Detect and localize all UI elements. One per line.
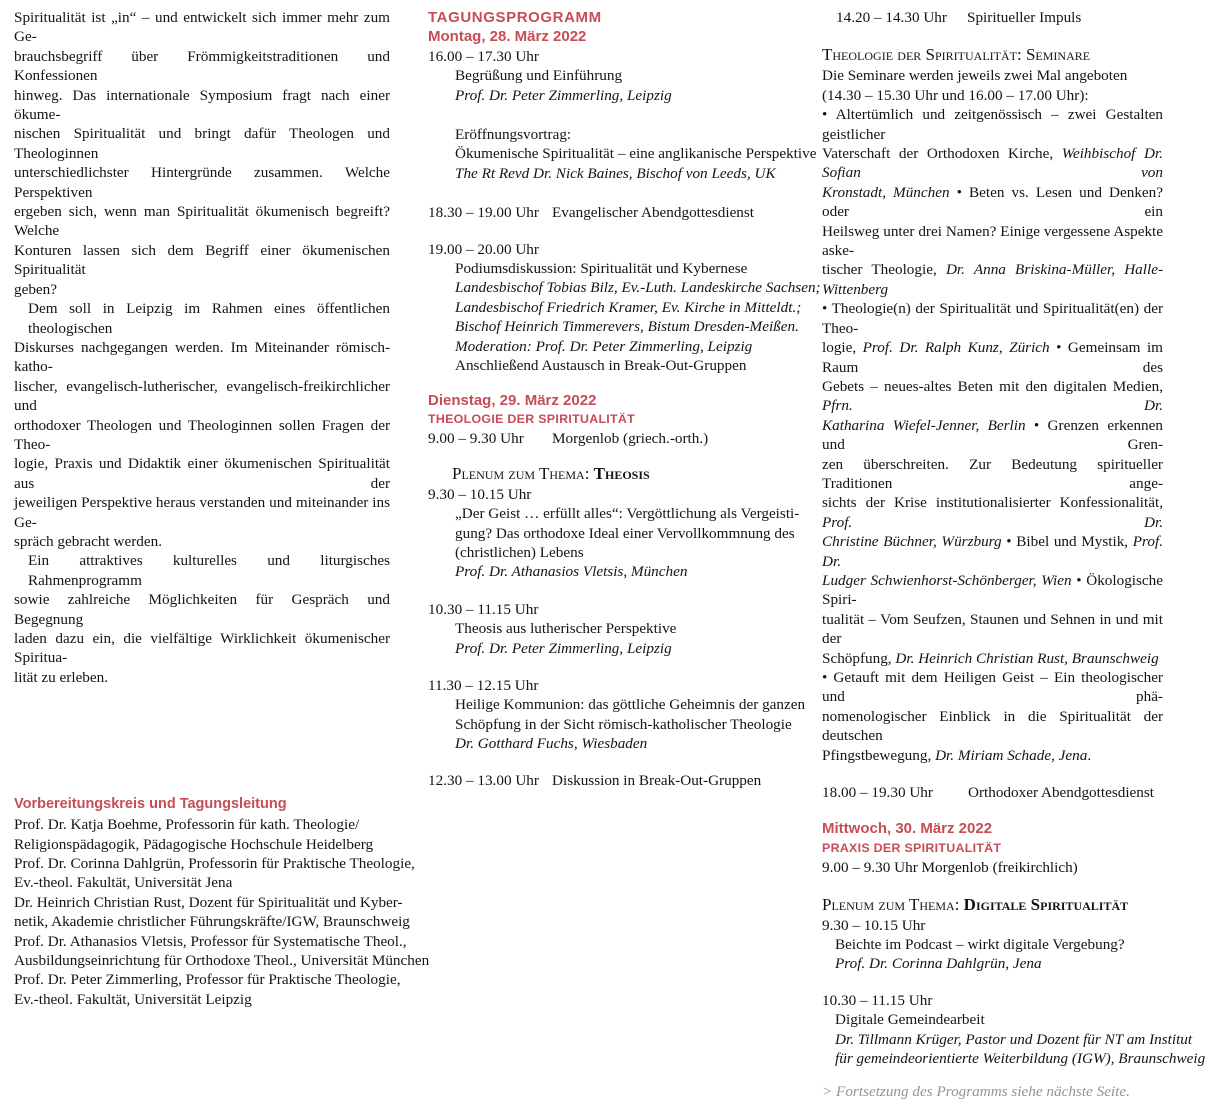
session-speaker: Prof. Dr. Peter Zimmerling, Leipzig [455, 86, 672, 104]
text-run: Gebets – neues-altes Beten mit den digitalen Medien, [822, 377, 1163, 395]
committee-member-line: Religionspädagogik, Pädagogische Hochschule Heidelberg [14, 835, 374, 853]
paragraph-line [14, 47, 390, 86]
text-run: Diskurses nachgegangen werden. Im Miteinander römisch-katho- [14, 338, 390, 376]
session-time: 14.20 – 14.30 Uhr [836, 9, 947, 26]
session-title: Heilige Kommunion: das göttliche Geheimnis der ganzen [455, 696, 806, 714]
text-run: • Ökologische Spiri- [822, 571, 1163, 609]
session-title: Anschließend Austausch in Break-Out-Gruppen [455, 357, 747, 375]
day-theme-heading: PRAXIS DER SPIRITUALITÄT [822, 840, 1002, 855]
text-run: . [1087, 746, 1092, 764]
intro-paragraphs [14, 8, 390, 687]
plenum-heading [822, 894, 1163, 916]
paragraph-line [822, 260, 1163, 299]
paragraph-line [14, 532, 390, 551]
session-title: Eröffnungsvortrag: [455, 126, 572, 144]
paragraph-line [14, 454, 390, 493]
plenum-heading-label: Plenum zum Thema: [822, 894, 964, 914]
session-time: 19.00 – 20.00 Uhr [428, 240, 539, 258]
speaker-name: Ludger Schwienhorst-Schönberger, Wien [822, 571, 1072, 589]
paragraph-line [14, 338, 390, 377]
session-row [822, 8, 1163, 27]
spacer [428, 658, 788, 676]
continuation-note: > Fortsetzung des Programms siehe nächste Seite. [822, 1082, 1130, 1100]
spacer [822, 802, 1163, 819]
paragraph-line [14, 493, 390, 532]
paragraph-line [822, 144, 1163, 183]
paragraph-line [14, 377, 390, 416]
intro-paragraph [14, 551, 390, 687]
session-label: Diskussion in Break-Out-Gruppen [552, 771, 762, 789]
committee-member-line: Ev.-theol. Fakultät, Universität Jena [14, 874, 233, 892]
text-run: hinweg. Das internationale Symposium fragt nach einer ökume- [14, 86, 390, 124]
day-heading: Dienstag, 29. März 2022 [428, 391, 597, 409]
paragraph-line [822, 416, 1163, 455]
paragraph-line [14, 241, 390, 280]
session-label: Morgenlob (griech.-orth.) [552, 430, 709, 448]
paragraph-line [822, 668, 1163, 707]
paragraph-line [14, 280, 390, 299]
session-speaker: Bischof Heinrich Timmerevers, Bistum Dresden-Meißen. [455, 318, 799, 336]
text-run: Vaterschaft der Orthodoxen Kirche, [822, 145, 1062, 163]
seminar-paragraph [822, 668, 1163, 765]
session-speaker: Dr. Tillmann Krüger, Pastor und Dozent für NT am Institut [835, 1030, 1193, 1048]
paragraph-line [822, 532, 1163, 571]
text-run: Heilsweg unter drei Namen? Einige vergessene Aspekte aske- [822, 222, 1163, 260]
plenum-heading-label: Plenum zum Thema: [452, 463, 594, 483]
session-row [428, 771, 788, 790]
session-title: „Der Geist … erfüllt alles“: Vergöttlichung als Vergeisti- [455, 505, 800, 523]
paragraph-line [14, 668, 390, 687]
spacer [428, 376, 788, 391]
paragraph-line [14, 551, 390, 590]
session-time: 10.30 – 11.15 Uhr [822, 991, 933, 1009]
session-speaker: Prof. Dr. Corinna Dahlgrün, Jena [835, 955, 1042, 973]
text-run: geben? [14, 280, 58, 298]
spacer [428, 183, 788, 203]
session-time: 16.00 – 17.30 Uhr [428, 47, 539, 65]
plenum-heading-topic: Digitale Spiritualität [963, 894, 1129, 914]
text-run: Ein attraktives kulturelles und liturgisches Rahmenprogramm [28, 552, 390, 589]
intro-column [14, 8, 430, 1009]
committee-member-line: Dr. Heinrich Christian Rust, Dozent für Spiritualität und Kyber- [14, 893, 403, 911]
intro-paragraph [14, 299, 390, 551]
text-run: tischer Theologie, [822, 261, 946, 279]
committee-section [14, 793, 430, 1009]
session-title: Theosis aus lutherischer Perspektive [455, 620, 677, 638]
paragraph-line [822, 183, 1163, 222]
text-run: Schöpfung, [822, 649, 896, 667]
text-run: Pfingstbewegung, [822, 746, 936, 764]
paragraph-line [14, 299, 390, 338]
plenum-heading [822, 44, 1163, 66]
spacer [822, 765, 1163, 783]
text-run: jeweiligen Perspektive heraus verstanden und miteinander ins Ge- [14, 494, 390, 531]
session-label: Evangelischer Abendgottesdienst [552, 204, 755, 222]
text-run: nischen Spiritualität und bringt dafür Theologen und Theologinnen [14, 125, 390, 162]
day-heading: Montag, 28. März 2022 [428, 28, 587, 46]
text-run: Dem soll in Leipzig im Rahmen eines öffentlichen theologischen [28, 300, 390, 337]
spacer [428, 449, 788, 463]
text-run: tualität – Vom Seufzen, Staunen und Sehnen in und mit der [822, 610, 1163, 648]
paragraph-line [822, 649, 1163, 668]
seminar-paragraph [822, 105, 1163, 668]
committee-member-line: Prof. Dr. Peter Zimmerling, Professor für Praktische Theologie, [14, 971, 401, 989]
intro-paragraph [14, 8, 390, 299]
paragraph-line [822, 299, 1163, 338]
paragraph-line [14, 8, 390, 47]
paragraph-line [822, 707, 1163, 746]
speaker-name: Weihbischof Dr. Sofian von [822, 145, 1163, 182]
session-title: Ökumenische Spiritualität – eine anglikanische Perspektive [455, 145, 817, 163]
session-speaker: Moderation: Prof. Dr. Peter Zimmerling, Leipzig [455, 337, 753, 355]
text-run: brauchsbegriff über Frömmigkeitstraditionen und Konfessionen [14, 47, 390, 85]
text-run: logie, Praxis und Didaktik einer ökumenischen Spiritualität aus der [14, 455, 390, 492]
committee-member-line: netik, Akademie christlicher Führungskräfte/IGW, Braunschweig [14, 913, 410, 931]
session-speaker: Landesbischof Tobias Bilz, Ev.-Luth. Landeskirche Sachsen; [455, 279, 821, 297]
spacer [428, 223, 788, 240]
committee-member-line: Prof. Dr. Corinna Dahlgrün, Professorin für Praktische Theologie, [14, 855, 415, 873]
committee-member-line: Prof. Dr. Katja Boehme, Professorin für kath. Theologie/ [14, 816, 360, 834]
session-title: Digitale Gemeindearbeit [835, 1011, 985, 1029]
plenum-heading-label: Theologie der Spiritualität: Seminare [822, 45, 1091, 65]
text-run: logie, [822, 339, 863, 357]
text-run: • Getauft mit dem Heiligen Geist – Ein theologischer und phä- [822, 669, 1163, 706]
speaker-name: Dr. Miriam Schade, Jena [935, 746, 1088, 764]
plenum-heading-topic: Theosis [593, 463, 650, 483]
spacer [822, 878, 1163, 894]
text-run: • Grenzen erkennen und Gren- [822, 416, 1163, 454]
paragraph-line [822, 338, 1163, 377]
session-label: Spiritueller Impuls [967, 9, 1082, 26]
paragraph-line [822, 746, 1163, 765]
text-line: (14.30 – 15.30 Uhr und 16.00 – 17.00 Uhr): [822, 86, 1089, 104]
session-label: Orthodoxer Abendgottesdienst [968, 784, 1155, 802]
text-run: lität zu erleben. [14, 668, 109, 686]
paragraph-line [822, 105, 1163, 144]
spacer [822, 974, 1163, 991]
text-run: Spiritualität ist „in“ – und entwickelt sich immer mehr zum Ge- [14, 9, 390, 46]
text-run: • Gemeinsam im Raum des [822, 339, 1163, 376]
text-run: ergeben sich, wenn man Spiritualität ökumenisch begreift? Welche [14, 203, 390, 240]
paragraph-line [14, 629, 390, 668]
spacer [428, 105, 788, 125]
text-run: sichts der Krise institutionalisierter Konfessionalität, [822, 494, 1163, 512]
text-run: zen überschreiten. Zur Bedeutung spiritueller Traditionen ange- [822, 455, 1163, 492]
paragraph-line [14, 590, 390, 629]
paragraph-line [822, 222, 1163, 261]
spacer [822, 27, 1163, 44]
committee-member-line: Ausbildungseinrichtung für Orthodoxe Theol., Universität München [14, 952, 430, 970]
session-speaker: Dr. Gotthard Fuchs, Wiesbaden [455, 735, 648, 753]
text-run: nomenologischer Einblick in die Spiritualität der deutschen [822, 707, 1163, 745]
committee-member-line: Ev.-theol. Fakultät, Universität Leipzig [14, 990, 252, 1008]
committee-lines [14, 815, 430, 1009]
session-row [428, 203, 788, 222]
session-title: (christlichen) Lebens [455, 543, 584, 561]
session-time: 18.00 – 19.30 Uhr [822, 784, 933, 802]
text-run: • Altertümlich und zeitgenössisch – zwei Gestalten geistlicher [822, 106, 1163, 143]
session-title: Beichte im Podcast – wirkt digitale Vergebung? [835, 936, 1125, 954]
text-line: Die Seminare werden jeweils zwei Mal angeboten [822, 67, 1128, 85]
speaker-name: Dr. Anna Briskina-Müller, Halle-Wittenberg [822, 261, 1164, 298]
spacer [428, 582, 788, 600]
text-run: unterschiedlichster Hintergründe zusammen. Welche Perspektiven [14, 164, 390, 201]
plenum-heading [428, 463, 788, 485]
session-title: Podiumsdiskussion: Spiritualität und Kybernese [455, 260, 748, 278]
paragraph-line [14, 124, 390, 163]
session-row [428, 429, 788, 448]
speaker-name: Christine Büchner, Würzburg [822, 533, 1002, 551]
speaker-name: Dr. Heinrich Christian Rust, Braunschweig [895, 649, 1159, 667]
session-time: 9.30 – 10.15 Uhr [822, 916, 926, 934]
program-title: TAGUNGSPROGRAMM [428, 9, 602, 26]
text-run: sowie zahlreiche Möglichkeiten für Gespräch und Begegnung [14, 591, 390, 628]
paragraph-line [822, 571, 1163, 610]
text-run: Konturen lassen sich dem Begriff einer ökumenischen Spiritualität [14, 241, 390, 279]
session-time: 18.30 – 19.00 Uhr [428, 204, 539, 222]
text-run: • Beten vs. Lesen und Denken? oder ein [822, 183, 1163, 221]
session-speaker: Prof. Dr. Athanasios Vletsis, München [455, 563, 688, 581]
program-column-tuesday-wednesday [822, 8, 1205, 1101]
speaker-name: Katharina Wiefel-Jenner, Berlin [822, 416, 1026, 434]
session-time: 9.00 – 9.30 Uhr [428, 430, 524, 448]
session-time: 10.30 – 11.15 Uhr [428, 600, 539, 618]
speaker-name: Prof. Dr. Ralph Kunz, Zürich [862, 339, 1050, 357]
paragraph-line [822, 610, 1163, 649]
speaker-name: Prof. Dr. [822, 513, 1163, 531]
paragraph-line [822, 377, 1163, 416]
text-run: lischer, evangelisch-lutherischer, evangelisch-freikirchlicher und [14, 377, 390, 415]
speaker-name: Pfrn. Dr. [822, 397, 1163, 415]
paragraph-line [14, 163, 390, 202]
session-row [822, 783, 1163, 802]
paragraph-line [14, 416, 390, 455]
session-time: 9.30 – 10.15 Uhr [428, 485, 532, 503]
session-title: Schöpfung in der Sicht römisch-katholischer Theologie [455, 715, 792, 733]
session-speaker: The Rt Revd Dr. Nick Baines, Bischof von Leeds, UK [455, 164, 776, 182]
speaker-name: Prof. Dr. [822, 533, 1164, 570]
text-run: • Bibel und Mystik, [1001, 533, 1133, 551]
session-title: gung? Das orthodoxe Ideal einer Vervollkommnung des [455, 524, 795, 542]
paragraph-line [14, 86, 390, 125]
session-time: 12.30 – 13.00 Uhr [428, 771, 539, 789]
session-speaker: Prof. Dr. Peter Zimmerling, Leipzig [455, 639, 672, 657]
paragraph-line [822, 493, 1163, 532]
text-run: • Theologie(n) der Spiritualität und Spiritualität(en) der Theo- [822, 300, 1163, 337]
session-time: 11.30 – 12.15 Uhr [428, 676, 539, 694]
session-speaker: Landesbischof Friedrich Kramer, Ev. Kirche in Mitteldt.; [455, 298, 802, 316]
spacer [428, 754, 788, 771]
session-title: Begrüßung und Einführung [455, 67, 623, 85]
text-run: spräch gebracht werden. [14, 532, 163, 550]
paragraph-line [14, 202, 390, 241]
committee-heading: Vorbereitungskreis und Tagungsleitung [14, 796, 287, 813]
paragraph-line [822, 455, 1163, 494]
committee-member-line: Prof. Dr. Athanasios Vletsis, Professor für Systematische Theol., [14, 932, 407, 950]
speaker-name: Kronstadt, München [822, 183, 950, 201]
day-heading: Mittwoch, 30. März 2022 [822, 820, 993, 838]
day-theme-heading: THEOLOGIE DER SPIRITUALITÄT [428, 411, 636, 426]
text-line: 9.00 – 9.30 Uhr Morgenlob (freikirchlich) [822, 859, 1078, 877]
text-run: orthodoxer Theologen und Theologinnen sollen Fragen der Theo- [14, 416, 390, 453]
session-speaker: für gemeindeorientierte Weiterbildung (IGW), Braunschweig [835, 1050, 1205, 1068]
text-run: laden dazu ein, die vielfältige Wirklichkeit ökumenischer Spiritua- [14, 630, 390, 667]
program-column-monday-tuesday [428, 8, 821, 790]
spacer [822, 1069, 1163, 1082]
